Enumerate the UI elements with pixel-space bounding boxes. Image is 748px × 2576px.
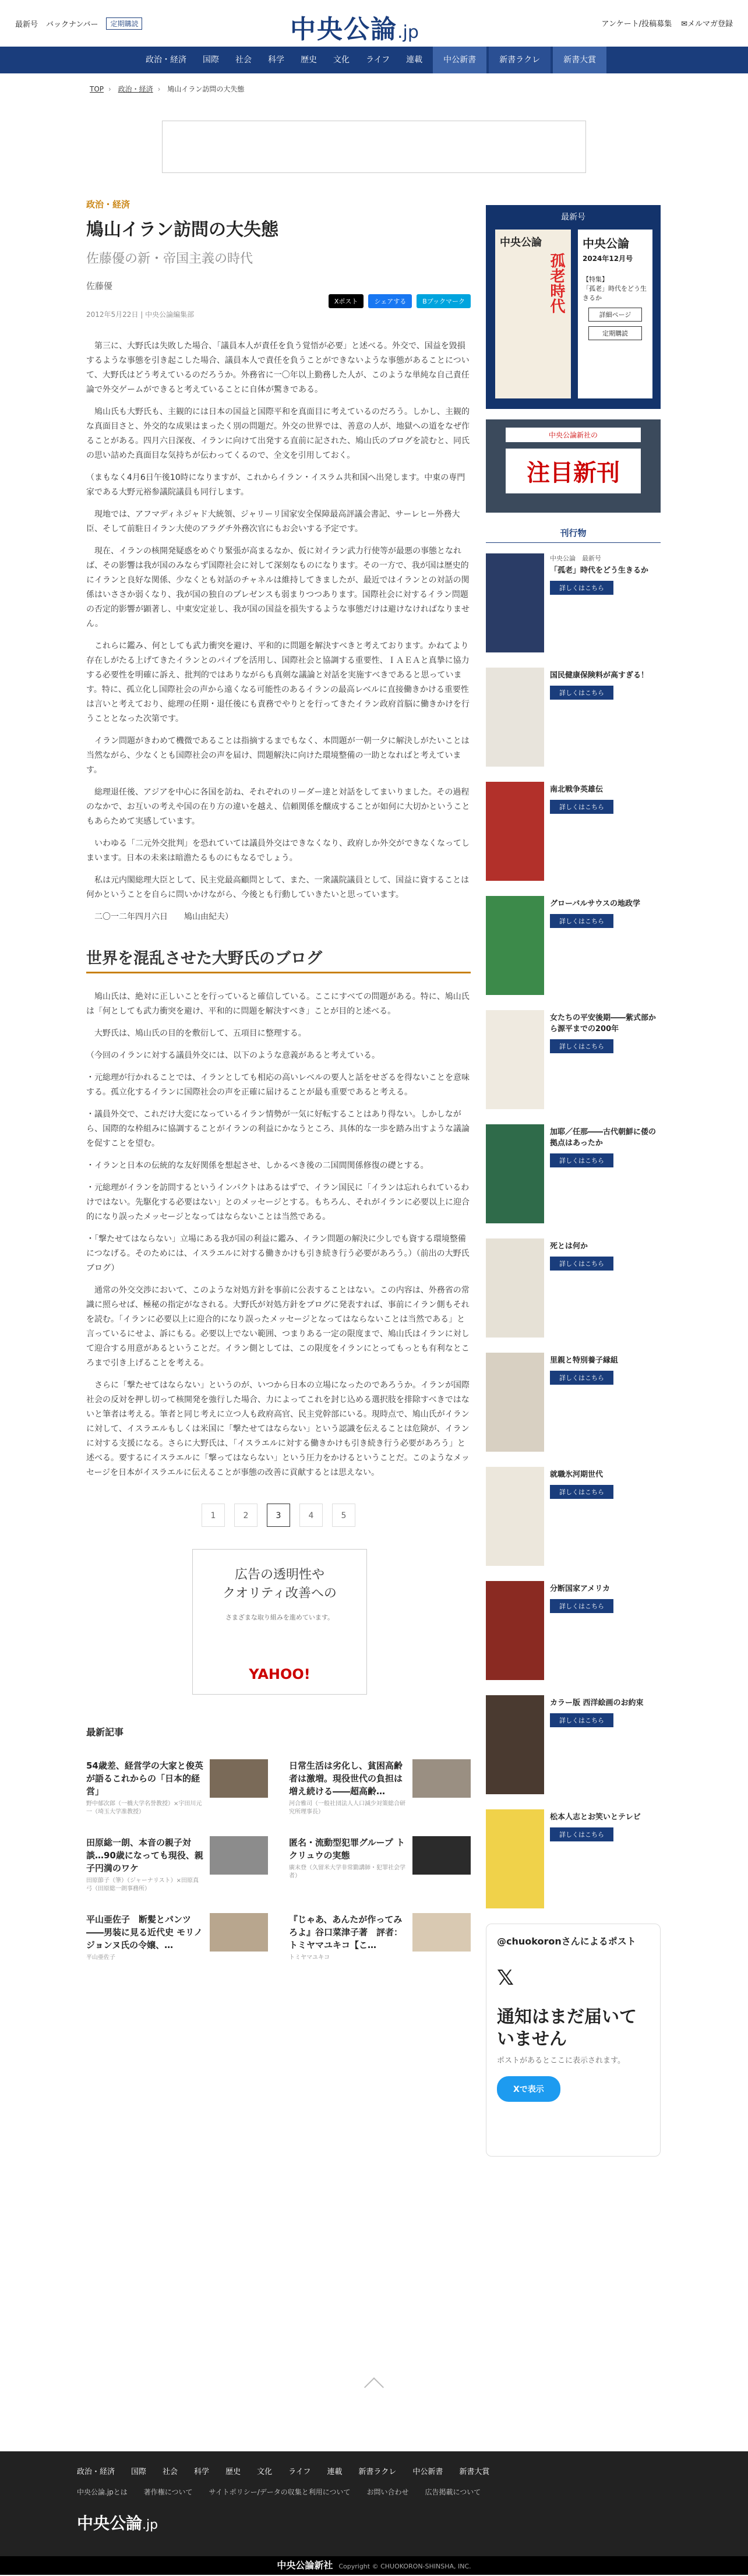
article-title: 鳩山イラン訪問の大失態 [86, 220, 278, 240]
paragraph: ・元総理が行かれることでは、イランとしても相応の高いレベルの要人と話をせざるを得ないことを意味する。孤立化するイランに国際社会の声を正確に届けることが最も重要であると考える。 [86, 1073, 470, 1097]
pagination [86, 1504, 471, 1527]
latest-issue-box [486, 205, 661, 409]
article-thumbnail [210, 1759, 268, 1798]
backnumber-link[interactable]: バックナンバー [46, 20, 98, 29]
top-left-links [15, 17, 142, 30]
footer-sub-link[interactable]: お問い合わせ [366, 2488, 409, 2496]
book-cover[interactable] [486, 668, 544, 767]
paragraph: （まもなく4月6日午後10時になりますが、これからイラン・イスラム共和国へ出発します。中東の専門家である大野元裕参議院議員も同行します。 [86, 473, 465, 497]
newest-article[interactable]: 『じゃあ、あんたが作ってみろよ』谷口菜津子著 評者：トミヤマユキコ【こ… トミヤマユキコ [289, 1913, 471, 1962]
paragraph: 二〇一二年四月六日 鳩山由紀夫） [94, 912, 233, 922]
article-body [86, 339, 471, 1480]
article-meta: 2012年5月22日 | 中央公論編集部 [86, 310, 195, 319]
nav-item[interactable]: 歴史 [301, 55, 317, 65]
ad-banner[interactable] [162, 121, 586, 173]
more-button[interactable]: 詳しくはこちら [550, 686, 613, 700]
footer-sub-link[interactable]: 広告掲載について [425, 2488, 481, 2496]
book-cover[interactable] [486, 1010, 544, 1109]
newest-article[interactable]: 日常生活は劣化し、貧困高齢者は激増。現役世代の負担は増え続ける――超高齢… 河合雅司（一般社団法人人口減少対策総合研究所理事長） [289, 1759, 471, 1816]
magazine-cover[interactable]: 中央公論 孤老時代 [495, 230, 571, 398]
paragraph: ・元総理がイランを訪問するというインパクトはあるはずで、イラン国民に「イランは忘れられているわけではない。先駆化する必要はない」とのメッセージとする。もちろん、それがイランに必要以上に迎合的になり誤ったメッセージとなってはならないことは当然である。 [86, 1183, 470, 1222]
company-logo[interactable]: 中央公論新社 [277, 2560, 333, 2571]
article-thumbnail [210, 1836, 268, 1875]
breadcrumb-current: 鳩山イラン訪問の大失態 [167, 85, 245, 93]
subscribe-button[interactable]: 定期購読 [106, 17, 142, 30]
page-link[interactable]: 4 [299, 1504, 323, 1527]
footer-sub-link[interactable]: 中央公論.jpとは [77, 2488, 128, 2496]
page-link[interactable]: 1 [202, 1504, 225, 1527]
nav-item[interactable]: 政治・経済 [146, 55, 186, 65]
view-on-x-button[interactable]: Xで表示 [497, 2076, 560, 2102]
page-link[interactable]: 2 [234, 1504, 257, 1527]
book-item: 分断国家アメリカ 詳しくはこちら [486, 1581, 661, 1685]
copyright-text: Copyright © CHUOKORON-SHINSHA, INC. [338, 2563, 471, 2570]
book-cover[interactable] [486, 1695, 544, 1794]
article-thumbnail [412, 1759, 471, 1798]
page-current: 3 [267, 1504, 290, 1527]
site-logo[interactable]: 中央公論.jp [290, 15, 419, 44]
article-thumbnail [412, 1836, 471, 1875]
article-main [86, 198, 471, 1962]
paragraph: さらに「撃たせてはならない」というのが、いつから日本の立場になったのであろうか。イランが国際社会の反対を押し切って核開発を強行した場合、力によってこれを封じ込める選択肢を排除すべきではないと筆者は考える。筆者と同じ考えに立つ人も政府高官、民主党幹部にいる。現時点で、鳩山氏がイランに対して、イスラエルもしくは米国に「撃たせてはならない」という認識を伝えることは危険が、イランに対する支援になる。さらに大野氏は、「イスラエルに対する働きかけも引き続き行う必要があろう」と述べる。要するにイスラエルに「撃ってはならない」という圧力をかけるということだ。このようなメッセージを日本がイスラエルに伝えることが事態の改善に貢献するとは思えない。 [86, 1381, 470, 1477]
book-item: 松本人志とお笑いとテレビ 詳しくはこちら [486, 1809, 661, 1913]
paragraph: 第三に、大野氏は失敗した場合、「議員本人が責任を負う覚悟が必要」と述べる。外交で、国益を毀損するような事態を引き起こした場合、議員本人で責任を負うことができないような事態があることについて、大野氏はどう考えているのだろうか。外務省に一〇年以上勤務した人が、このような単純な自己責任論で外交ゲームができると考えていることに自体が驚きである。 [86, 341, 470, 394]
footer-nav-item[interactable]: 連載 [327, 2468, 343, 2476]
article-category[interactable]: 政治・経済 [86, 199, 130, 210]
newest-article[interactable]: 54歳差、経営学の大家と俊英が語るこれからの「日本的経営」 野中郁次郎（一橋大学名誉教授）×宇田川元一（埼玉大学准教授） [86, 1759, 268, 1816]
paragraph: ・「撃たせてはならない」立場にある我が国の利益に鑑み、イラン問題の解決に少しでも資する環境整備につなげる。そのためには、イスラエルに対する働きかけも引き続き行う必要があろう。）（前出の大野氏ブログ） [86, 1234, 470, 1273]
footer-nav-item[interactable]: 中公新書 [412, 2468, 443, 2476]
footer-nav-item[interactable]: 歴史 [225, 2468, 241, 2476]
global-nav [0, 47, 748, 73]
subscribe-side-button[interactable]: 定期購読 [588, 326, 642, 340]
footer-logo[interactable]: 中央公論.jp [77, 2514, 158, 2533]
yahoo-logo: YAHOO! [249, 1666, 311, 1682]
book-item: カラー版 西洋絵画のお約束 詳しくはこちら [486, 1695, 661, 1799]
more-button[interactable]: 詳しくはこちら [550, 1039, 613, 1053]
nav-item[interactable]: 新書大賞 [553, 47, 606, 73]
footer-nav-item[interactable]: 新書大賞 [459, 2468, 490, 2476]
footer-sub-links [0, 2476, 748, 2497]
paragraph: ・イランと日本の伝統的な友好関係を想起させ、しかるべき後の二国間関係修復の礎とする。 [86, 1161, 429, 1170]
top-right-links [601, 17, 733, 29]
more-button[interactable]: 詳しくはこちら [550, 1485, 613, 1499]
article-thumbnail [412, 1913, 471, 1952]
footer-sub-link[interactable]: サイトポリシー/データの収集と利用について [209, 2488, 351, 2496]
book-item: 死とは何か 詳しくはこちら [486, 1238, 661, 1342]
newest-articles [86, 1759, 471, 1962]
section-heading: 世界を混乱させた大野氏のブログ [86, 951, 471, 973]
book-item: 中央公論 最新号 「孤老」時代をどう生きるか 詳しくはこちら [486, 553, 661, 657]
book-item: 就職氷河期世代 詳しくはこちら [486, 1467, 661, 1571]
paragraph: 現地では、アフマディネジャド大統領、ジャリーリ国家安全保障最高評議会書記、サーレヒー外務大臣、そして前駐日イラン大使のアラグチ外務次官にもお会いする予定です。 [86, 510, 460, 534]
paragraph: ・議員外交で、これだけ大変になっているイラン情勢が一気に好転することはあり得ない。しかしながら、国際的な枠組みに協調することがイランの利益にかなうところ、具体的な一歩を踏み出すような議論を促すことを望む。 [86, 1110, 470, 1148]
newest-article[interactable]: 匿名・流動型犯罪グループ トクリュウの実態 廣末登（久留米大学非常勤講師・犯罪社会学者） [289, 1836, 471, 1893]
page-link[interactable]: 5 [332, 1504, 355, 1527]
facebook-share-button[interactable]: シェアする [368, 294, 412, 308]
nav-item[interactable]: 文化 [333, 55, 350, 65]
paragraph: 鳩山氏も大野氏も、主観的には日本の国益と国際平和を真面目に考えているのだろう。しかし、主観的な真面目さと、外交的な成果はまったく別の問題だ。外交の世界では、善意の人が、地獄への道をなぜ作ることがある。四月六日深夜、イランに向けて出発する直前に記された、鳩山氏のブログを読むと、同氏の思い詰めた真面目な気持ちが伝わってくるので、全文を引用しておく。 [86, 407, 470, 460]
more-button[interactable]: 詳しくはこちら [550, 1599, 613, 1613]
more-button[interactable]: 詳しくはこちら [550, 800, 613, 814]
ad-rectangle[interactable]: 広告の透明性や クオリティ改善への さまざまな取り組みを進めています。 YAHOO! [192, 1549, 367, 1695]
newest-article[interactable]: 平山亜佐子 断髪とパンツ――男装に見る近代史 モリノジョンヌ氏の令嬢、… 平山亜佐子 [86, 1913, 268, 1962]
x-logo-icon: 𝕏 [497, 1966, 514, 1990]
paragraph: 鳩山氏は、絶対に正しいことを行っていると確信している。ここにすべての問題がある。特に、鳩山氏は「何としても武力衝突を避け、平和的に問題を解決すべき」ことが目的と述べる。 [86, 992, 470, 1016]
publications-heading: 刊行物 [486, 527, 661, 543]
article-thumbnail [210, 1913, 268, 1952]
sidebar [486, 205, 661, 2157]
book-cover[interactable] [486, 1467, 544, 1566]
detail-page-button[interactable]: 詳細ページ [588, 308, 642, 322]
more-button[interactable]: 詳しくはこちら [550, 1827, 613, 1841]
breadcrumb-category[interactable]: 政治・経済 [118, 85, 153, 93]
nav-item[interactable]: 中公新書 [433, 47, 486, 73]
nav-item[interactable]: ライフ [366, 55, 390, 65]
breadcrumb-top[interactable]: TOP [90, 85, 104, 93]
mail-icon: ✉ [681, 20, 687, 29]
footer-nav-item[interactable]: 政治・経済 [77, 2468, 115, 2476]
newest-article[interactable]: 田原総一朗、本音の親子対談…90歳になっても現役、親子円満のワケ 田原節子（筆）（ジャーナリスト）×田原真弓（田原総一朗事務所） [86, 1836, 268, 1893]
nav-item[interactable]: 社会 [235, 55, 252, 65]
more-button[interactable]: 詳しくはこちら [550, 914, 613, 928]
more-button[interactable]: 詳しくはこちら [550, 1257, 613, 1271]
nav-item[interactable]: 連載 [406, 55, 423, 65]
footer-nav-item[interactable]: ライフ [288, 2468, 311, 2476]
paragraph: 現在、イランの核開発疑惑をめぐり緊張が高まるなか、仮に対イラン武力行使等が最悪の事態となれば、その影響は我が国のみならず国際社会に対して深刻なものになります。その一方で、我が国は歴史的にイランと良好な関係、少なくとも対話のチャネルは維持してきましたが、最近ではイランとの対話の関係はいささか弱くなり、我が国の独自のプレゼンスも弱まりつつあります。国際社会に対するイラン問題の否定的影響が顕著し、中東安定並し、我が国の国益を損失するような事態だけは避けなければなりません。 [86, 546, 470, 629]
twitter-empty-title: 通知はまだ届いていません [497, 2007, 637, 2049]
book-item: 南北戦争英雄伝 詳しくはこちら [486, 782, 661, 885]
footer-nav-item[interactable]: 科学 [194, 2468, 210, 2476]
paragraph: イラン問題がきわめて機微であることは指摘するまでもなく、本問題が一朝一夕に解決しがたいことは当然ながら、少なくとも国際社会の声を届け、問題解決に向けた環境整備の一助となればと考えています。 [86, 736, 470, 775]
footer-nav [0, 2451, 748, 2476]
book-cover[interactable] [486, 1124, 544, 1223]
paragraph: 大野氏は、鳩山氏の目的を敷衍して、五項目に整理する。 [94, 1029, 306, 1038]
book-cover[interactable] [486, 1809, 544, 1908]
copyright-bar [0, 2556, 748, 2575]
paragraph: 総理退任後、アジアを中心に各国を訪ね、それぞれのリーダー達と対話をしてまいりました。その過程のなかで、お互いの考えや国の在り方の違いを越え、信頼関係を醸成することが如何に大切かということもあらためて実感しています。 [86, 788, 470, 826]
book-cover[interactable] [486, 553, 544, 652]
paragraph: これらに鑑み、何としても武力衝突を避け、平和的に問題を解決すべきと考えております。かねてより存在しがたる上げてきたイランとのパイプを活用し、国際社会と協調する重要性、ＩＡＥＡと真摯に協力する必要性を明確に訴え、批判的ではありながらも真剣な議論と対話を実施すべきであると思っています。特に、孤立化し国際社会の声から遠くなる可能性のあるイランの最高レベルに直接働きかける重要性は言いと考えており、総理の任期・退任後にも責務でやりとを行ってきたイラン政府首脳に働きかけを行うこととなった次第です。 [86, 641, 470, 724]
nav-item[interactable]: 国際 [203, 55, 219, 65]
more-button[interactable]: 詳しくはこちら [550, 581, 613, 595]
latest-issue-info: 中央公論 2024年12月号 【特集】 「孤老」時代をどう生きるか 詳細ページ 定期購読 [578, 230, 652, 398]
x-post-button[interactable]: Xポスト [329, 294, 364, 308]
footer-nav-item[interactable]: 国際 [131, 2468, 147, 2476]
book-cover[interactable] [486, 1238, 544, 1338]
footer [0, 2451, 748, 2556]
new-books-banner[interactable]: 中央公論新社の 注目新刊 [486, 419, 661, 513]
article-author[interactable]: 佐藤優 [86, 281, 113, 291]
article-series[interactable]: 佐藤優の新・帝国主義の時代 [86, 252, 253, 266]
share-buttons [329, 294, 471, 308]
footer-sub-link[interactable]: 著作権について [143, 2488, 193, 2496]
paragraph: 私は元内閣総理大臣として、民主党最高顧問として、また、一衆議院議員として、国益に資することは何かということを自らに問いかけながら、今後とも行動していきたいと思っています。 [86, 876, 470, 899]
paragraph: いわゆる「二元外交批判」を恐れていては議員外交はできなくなり、政府しか外交ができなくなってしまいます。日本の未来は暗澹たるものにもなるでしょう。 [86, 839, 470, 863]
latest-issue-heading: 最新号 [561, 213, 585, 222]
newest-articles-heading: 最新記事 [86, 1727, 124, 1738]
hatena-bookmark-button[interactable]: Bブックマーク [417, 294, 471, 308]
footer-nav-item[interactable]: 新書ラクレ [358, 2468, 397, 2476]
book-item: 国民健康保険料が高すぎる！ 詳しくはこちら [486, 668, 661, 771]
footer-nav-item[interactable]: 文化 [257, 2468, 273, 2476]
book-cover[interactable] [486, 896, 544, 995]
more-button[interactable]: 詳しくはこちら [550, 1713, 613, 1727]
book-item: 加耶／任那――古代朝鮮に倭の拠点はあったか 詳しくはこちら [486, 1124, 661, 1228]
twitter-heading[interactable]: @chuokoronさんによるポスト [497, 1936, 636, 1947]
book-cover[interactable] [486, 782, 544, 881]
survey-link[interactable]: アンケート/投稿募集 [601, 20, 672, 29]
breadcrumb: TOP › 政治・経済 › 鳩山イラン訪問の大失態 [90, 85, 245, 93]
more-button[interactable]: 詳しくはこちら [550, 1371, 613, 1385]
paragraph: 通常の外交交渉において、このような対処方針を事前に公表することはない。この内容は、外務省の常識に照らせば、極秘の指定がなされる。大野氏が対処方針をブログに発表すれば、事前にイラン側もそれを読む。「イランに必要以上に迎合的になり誤ったメッセージとなってはならないことは当然である」と言っているにせよ、訴にもる。必要以上でない範囲、つまりある一定の限度まで、鳩山氏はイランに対して迎合する用意があるということだ。イラン側としては、この限度をイランにとってもっとも有利なところまで引き上げることを考える。 [86, 1286, 470, 1368]
more-button[interactable]: 詳しくはこちら [550, 1153, 613, 1167]
paragraph: （今回のイランに対する議員外交には、以下のような意義があると考えている。 [86, 1051, 380, 1060]
nav-item[interactable]: 新書ラクレ [489, 47, 551, 73]
nav-item[interactable]: 科学 [268, 55, 284, 65]
book-cover[interactable] [486, 1353, 544, 1452]
book-item: グローバルサウスの地政学 詳しくはこちら [486, 896, 661, 1000]
mail-link[interactable]: ✉メルマガ登録 [681, 20, 733, 29]
twitter-empty-sub: ポストがあるとここに表示されます。 [497, 2056, 625, 2065]
book-item: 女たちの平安後期――紫式部から源平までの200年 詳しくはこちら [486, 1010, 661, 1114]
footer-nav-item[interactable]: 社会 [163, 2468, 178, 2476]
newest-issue-link[interactable]: 最新号 [15, 20, 38, 29]
back-to-top-icon[interactable] [364, 2377, 384, 2397]
book-cover[interactable] [486, 1581, 544, 1680]
twitter-widget [486, 1924, 661, 2157]
top-bar [0, 0, 748, 47]
book-item: 里親と特別養子縁組 詳しくはこちら [486, 1353, 661, 1456]
